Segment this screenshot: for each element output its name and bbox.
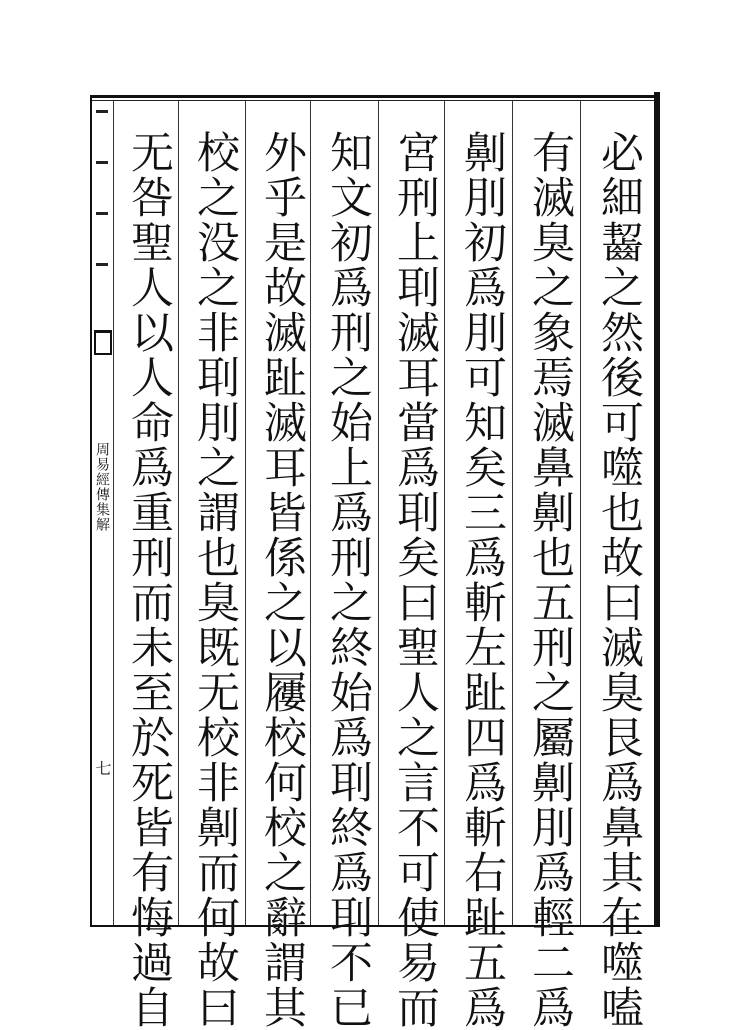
fish-tail-mark — [94, 330, 112, 355]
text-column-5: 知文初爲刑之始上爲刑之終始爲刵終爲刵不已 — [323, 130, 373, 1030]
text-column-2: 有滅臭之象焉滅鼻劓也五刑之屬劓刖爲輕二爲 — [525, 130, 575, 1030]
text-column-3: 劓刖初爲刖可知矣三爲斬左趾四爲斬右趾五爲 — [457, 130, 507, 1030]
column-rule — [113, 100, 114, 925]
page-number: 七 — [93, 760, 112, 776]
text-column-6: 外乎是故滅趾滅耳皆係之以屨校何校之辭謂其 — [257, 130, 307, 1030]
text-column-7: 校之没之非刵刖之謂也臭既无校非劓而何故曰 — [190, 130, 240, 1030]
frame-right-border — [654, 92, 660, 927]
frame-top-border — [90, 95, 660, 98]
text-column-1: 必細齧之然後可噬也故曰滅臭艮爲鼻其在噬嗑 — [594, 130, 644, 1030]
margin-edge-marks — [96, 110, 108, 320]
frame-top-inner-border — [90, 100, 660, 101]
text-column-8: 无咎聖人以人命爲重刑而未至於死皆有悔過自 — [124, 130, 174, 1030]
text-column-4: 宮刑上刵滅耳當爲刵矣曰聖人之言不可使易而 — [390, 130, 440, 1030]
book-title: 周易經傳集解 — [94, 442, 110, 532]
